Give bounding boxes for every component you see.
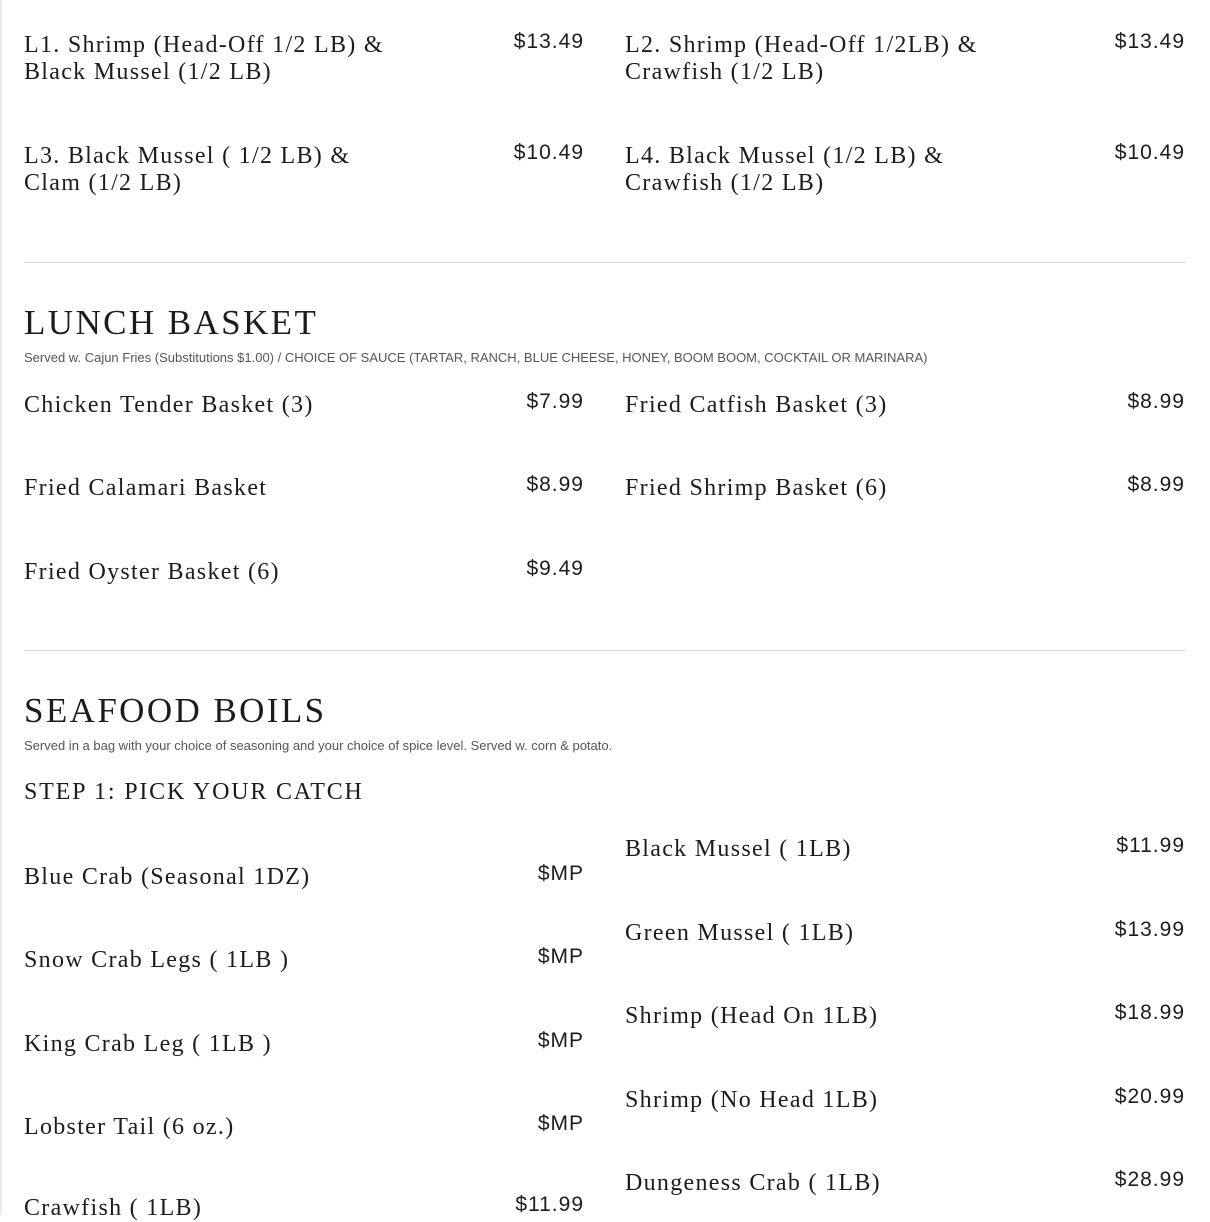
menu-item-price: $8.99 (526, 473, 584, 496)
menu-item-name: L2. Shrimp (Head-Off 1/2LB) & Crawfish (1/2 LB) (625, 32, 978, 85)
menu-item-name: Fried Oyster Basket (6) (24, 559, 280, 585)
menu-item-price: $13.99 (1114, 918, 1185, 941)
menu-item-price: $MP (537, 862, 584, 885)
menu-item-name: Green Mussel ( 1LB) (625, 920, 855, 946)
menu-item-name: L1. Shrimp (Head-Off 1/2 LB) & Black Mussel (1/2 LB) (24, 32, 384, 85)
menu-item-dungeness-crab[interactable] (625, 1170, 1185, 1197)
menu-item-fried-catfish-basket[interactable] (625, 392, 1185, 419)
menu-item-price: $7.99 (526, 390, 584, 413)
menu-item-name: Crawfish ( 1LB) (24, 1195, 203, 1221)
section-description: Served in a bag with your choice of seasoning and your choice of spice level. Served w. corn & potato. (24, 738, 613, 753)
menu-item-name: Shrimp (No Head 1LB) (625, 1087, 879, 1113)
section-divider (24, 650, 1186, 651)
section-divider (24, 262, 1186, 263)
menu-item-king-crab-leg[interactable] (24, 1031, 584, 1058)
menu-item-price: $10.49 (1114, 141, 1185, 164)
menu-item-price: $11.99 (1116, 834, 1185, 857)
menu-item-name: Dungeness Crab ( 1LB) (625, 1170, 881, 1196)
menu-item-name: Snow Crab Legs ( 1LB ) (24, 947, 290, 973)
menu-item-name: Fried Catfish Basket (3) (625, 392, 888, 418)
menu-page (24, 0, 1186, 1221)
menu-item-name: L3. Black Mussel ( 1/2 LB) & Clam (1/2 LB) (24, 143, 351, 196)
menu-item-price: $13.49 (1114, 30, 1185, 53)
section-title-seafood-boils: SEAFOOD BOILS (24, 691, 327, 730)
menu-item-lobster-tail[interactable] (24, 1114, 584, 1141)
menu-item-blue-crab[interactable] (24, 864, 584, 891)
menu-item-name: Lobster Tail (6 oz.) (24, 1114, 235, 1140)
menu-item-price: $13.49 (513, 30, 584, 53)
menu-item-price: $MP (537, 945, 584, 968)
menu-item-snow-crab-legs[interactable] (24, 947, 584, 974)
menu-item-shrimp-head-on[interactable] (625, 1003, 1185, 1030)
menu-item-name: Fried Shrimp Basket (6) (625, 475, 888, 501)
menu-item-fried-shrimp-basket[interactable] (625, 475, 1185, 502)
menu-item-name: Blue Crab (Seasonal 1DZ) (24, 864, 311, 890)
menu-item-price: $8.99 (1127, 473, 1185, 496)
menu-item-name: L4. Black Mussel (1/2 LB) & Crawfish (1/2 LB) (625, 143, 945, 196)
menu-item-black-mussel[interactable] (625, 836, 1185, 863)
menu-item-price: $8.99 (1127, 390, 1185, 413)
menu-item-l1[interactable] (24, 32, 584, 86)
menu-item-name: Black Mussel ( 1LB) (625, 836, 852, 862)
menu-item-name: King Crab Leg ( 1LB ) (24, 1031, 272, 1057)
section-title-lunch-basket: LUNCH BASKET (24, 303, 319, 342)
menu-item-price: $11.99 (515, 1193, 584, 1216)
step-title: STEP 1: PICK YOUR CATCH (24, 779, 364, 805)
menu-item-green-mussel[interactable] (625, 920, 1185, 947)
menu-item-shrimp-no-head[interactable] (625, 1087, 1185, 1114)
menu-item-l3[interactable] (24, 143, 584, 197)
menu-item-fried-oyster-basket[interactable] (24, 559, 584, 586)
menu-item-name: Fried Calamari Basket (24, 475, 268, 501)
menu-item-l2[interactable] (625, 32, 1185, 86)
section-description: Served w. Cajun Fries (Substitutions $1.00) / CHOICE OF SAUCE (TARTAR, RANCH, BLUE CHEESE, HONEY, BOOM BOOM, COCKTAIL OR MARINARA) (24, 350, 928, 365)
menu-item-l4[interactable] (625, 143, 1185, 197)
menu-item-name: Chicken Tender Basket (3) (24, 392, 314, 418)
menu-item-price: $28.99 (1114, 1168, 1185, 1191)
menu-item-price: $9.49 (526, 557, 584, 580)
menu-item-price: $MP (537, 1029, 584, 1052)
menu-item-price: $MP (537, 1112, 584, 1135)
menu-item-chicken-tender-basket[interactable] (24, 392, 584, 419)
menu-item-price: $20.99 (1114, 1085, 1185, 1108)
menu-item-price: $18.99 (1114, 1001, 1185, 1024)
menu-item-crawfish[interactable] (24, 1195, 584, 1222)
menu-item-name: Shrimp (Head On 1LB) (625, 1003, 879, 1029)
menu-item-price: $10.49 (513, 141, 584, 164)
page-left-edge (0, 0, 2, 1214)
menu-item-fried-calamari-basket[interactable] (24, 475, 584, 502)
